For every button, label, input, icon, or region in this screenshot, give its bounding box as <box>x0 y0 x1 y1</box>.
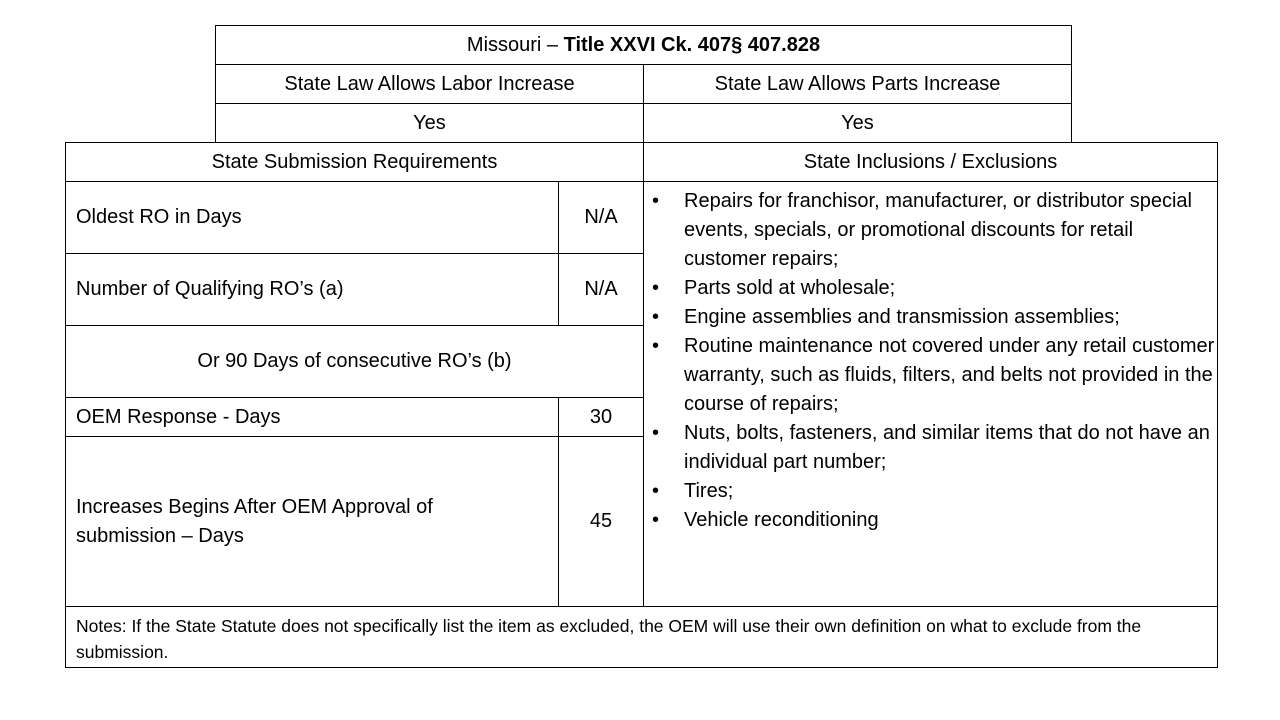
inclusion-item: • Vehicle reconditioning <box>644 506 1217 535</box>
qualifying-ro-label: Number of Qualifying RO’s (a) <box>76 278 344 300</box>
statute-reference: Title XXVI Ck. 407§ 407.828 <box>563 33 821 56</box>
statute-title-cell <box>215 25 1072 65</box>
inclusions-list <box>644 187 1217 535</box>
increase-begins-label: Increases Begins After OEM Approval of submission – Days <box>76 495 433 547</box>
parts-increase-label-cell <box>643 64 1072 104</box>
inclusion-item: • Repairs for franchisor, manufacturer, or distributor special events, specials, or promotional discounts for retail customer repairs; <box>644 187 1217 274</box>
increase-begins-value: 45 <box>589 510 613 532</box>
qualifying-ro-value: N/A <box>584 278 618 300</box>
increase-begins-label-cell <box>65 436 559 607</box>
parts-increase-label: State Law Allows Parts Increase <box>714 72 1001 95</box>
inclusion-item: • Routine maintenance not covered under any retail customer warranty, such as fluids, filters, and belts not provided in the course of repairs; <box>644 332 1217 419</box>
inclusion-item: • Engine assemblies and transmission assemblies; <box>644 303 1217 332</box>
labor-increase-value: Yes <box>413 111 446 134</box>
parts-increase-value: Yes <box>841 111 874 134</box>
oem-response-value: 30 <box>589 405 613 428</box>
oem-response-label: OEM Response - Days <box>76 405 281 428</box>
requirements-heading: State Submission Requirements <box>211 150 498 173</box>
increase-begins-value-cell <box>558 436 644 607</box>
labor-increase-label-cell <box>215 64 644 104</box>
inclusion-item: • Tires; <box>644 477 1217 506</box>
consecutive-ro-label: Or 90 Days of consecutive RO’s (b) <box>197 350 512 372</box>
qualifying-ro-label-cell <box>65 253 559 326</box>
inclusions-list-cell <box>643 181 1218 607</box>
requirements-heading-cell <box>65 142 644 182</box>
inclusion-item: • Parts sold at wholesale; <box>644 274 1217 303</box>
parts-increase-value-cell <box>643 103 1072 143</box>
consecutive-ro-cell <box>65 325 644 398</box>
labor-increase-label: State Law Allows Labor Increase <box>284 72 575 95</box>
inclusions-heading-cell <box>643 142 1218 182</box>
oem-response-label-cell <box>65 397 559 437</box>
title-dash: – <box>541 33 564 56</box>
oldest-ro-value: N/A <box>584 206 618 228</box>
inclusions-heading: State Inclusions / Exclusions <box>803 150 1058 173</box>
oldest-ro-label: Oldest RO in Days <box>76 206 242 228</box>
oem-response-value-cell <box>558 397 644 437</box>
notes-cell <box>65 606 1218 668</box>
qualifying-ro-value-cell <box>558 253 644 326</box>
oldest-ro-value-cell <box>558 181 644 254</box>
oldest-ro-label-cell <box>65 181 559 254</box>
state-name: Missouri <box>466 33 542 56</box>
labor-increase-value-cell <box>215 103 644 143</box>
inclusion-item: • Nuts, bolts, fasteners, and similar items that do not have an individual part number; <box>644 419 1217 477</box>
notes-text: Notes: If the State Statute does not specifically list the item as excluded, the OEM will use their own definition on what to exclude from the submission. <box>76 616 1142 662</box>
